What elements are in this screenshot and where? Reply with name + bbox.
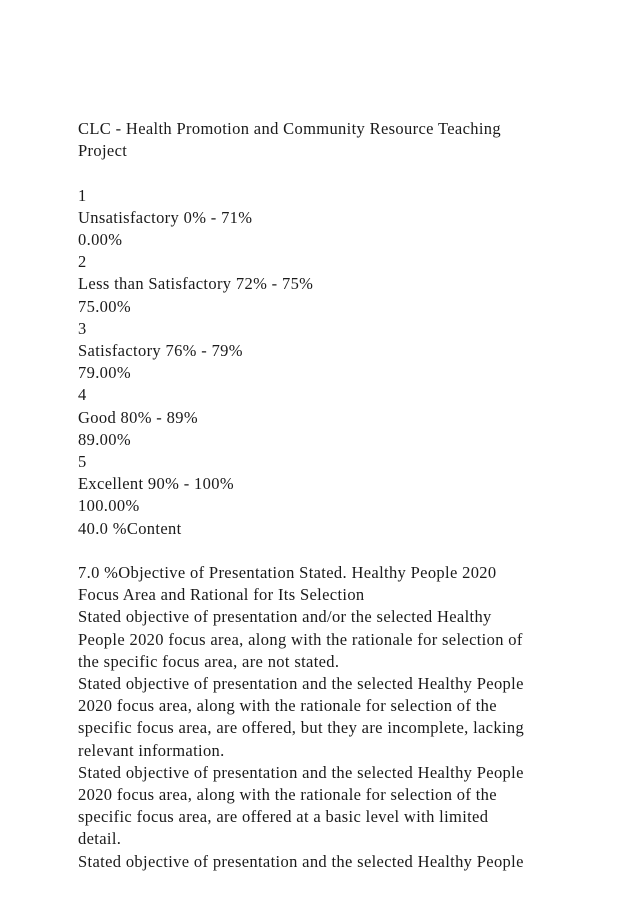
- scale-2-value: 75.00%: [78, 296, 131, 316]
- descriptor-line: Stated objective of presentation and the selected Healthy People: [78, 674, 524, 694]
- scale-3-label: Satisfactory 76% - 79%: [78, 341, 243, 361]
- document-body: [78, 118, 568, 873]
- descriptor-line: 2020 focus area, along with the rationale for selection of the: [78, 785, 497, 805]
- scale-4-label: Good 80% - 89%: [78, 407, 198, 427]
- descriptor-line: specific focus area, are offered at a basic level with limited: [78, 807, 489, 827]
- scale-5-number: 5: [78, 452, 87, 472]
- descriptor-line: relevant information.: [78, 740, 225, 760]
- descriptor-line: the specific focus area, are not stated.: [78, 651, 340, 671]
- scale-1-value: 0.00%: [78, 230, 123, 249]
- criterion-line: 7.0 %Objective of Presentation Stated. Healthy People 2020: [78, 563, 497, 583]
- blank-line: [78, 540, 568, 562]
- descriptor-line: Stated objective of presentation and/or the selected Healthy: [78, 607, 492, 627]
- scale-4-number: 4: [78, 385, 87, 405]
- scale-4-value: 89.00%: [78, 429, 131, 449]
- scale-3-number: 3: [78, 318, 87, 338]
- descriptor-line: detail.: [78, 829, 122, 849]
- criterion-line: Focus Area and Rational for Its Selection: [78, 585, 365, 605]
- descriptor-line: People 2020 focus area, along with the rationale for selection of: [78, 629, 523, 649]
- descriptor-line: 2020 focus area, along with the rationale for selection of the: [78, 696, 497, 716]
- scale-2-label: Less than Satisfactory 72% - 75%: [78, 274, 314, 294]
- scale-5-value: 100.00%: [78, 496, 140, 516]
- scale-2-number: 2: [78, 252, 87, 272]
- scale-3-value: 79.00%: [78, 363, 131, 383]
- section-heading: 40.0 %Content: [78, 518, 182, 538]
- descriptor-line: specific focus area, are offered, but they are incomplete, lacking: [78, 718, 525, 738]
- scale-5-label: Excellent 90% - 100%: [78, 474, 234, 494]
- document-title-line-1: CLC - Health Promotion and Community Resource Teaching: [78, 119, 502, 138]
- document-title-line-2: Project: [78, 141, 128, 161]
- descriptor-line: Stated objective of presentation and the selected Healthy People: [78, 762, 524, 782]
- scale-1-label: Unsatisfactory 0% - 71%: [78, 207, 253, 227]
- scale-1-number: 1: [78, 185, 87, 205]
- blank-line: [78, 162, 568, 184]
- descriptor-line: Stated objective of presentation and the selected Healthy People: [78, 851, 524, 871]
